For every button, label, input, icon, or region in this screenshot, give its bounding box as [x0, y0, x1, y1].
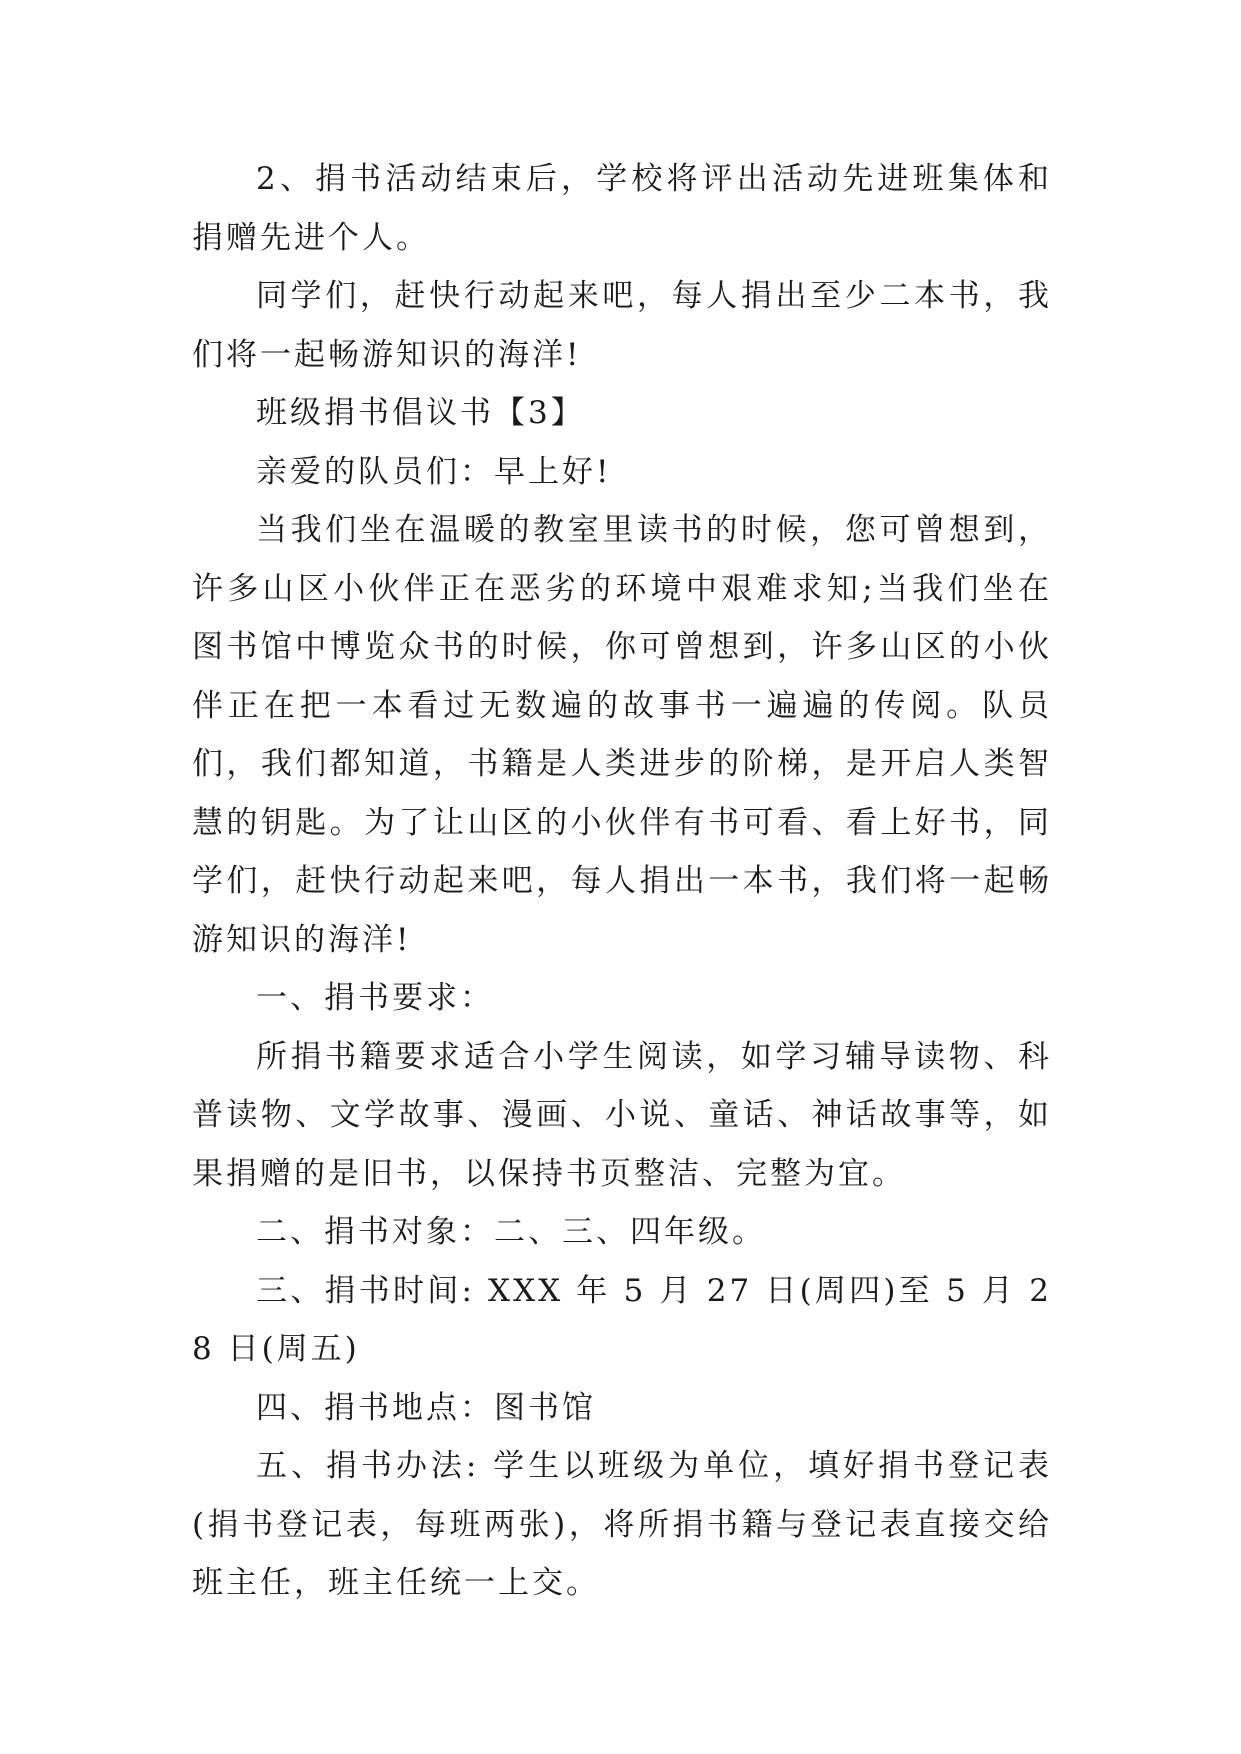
paragraph-time: 三、捐书时间: XXX 年 5 月 27 日(周四)至 5 月 28 日(周五): [192, 1272, 1052, 1367]
paragraph-target: 二、捐书对象：二、三、四年级。: [256, 1214, 766, 1250]
heading-requirements: 一、捐书要求：: [256, 980, 494, 1016]
document-body: [192, 150, 1052, 1613]
paragraph-requirements: 所捐书籍要求适合小学生阅读，如学习辅导读物、科普读物、文学故事、漫画、小说、童话、神话故事等，如果捐赠的是旧书，以保持书页整洁、完整为宜。: [192, 1038, 1052, 1192]
greeting: 亲爱的队员们：早上好!: [256, 453, 612, 490]
paragraph-award-note: 2、捐书活动结束后，学校将评出活动先进班集体和捐赠先进个人。: [192, 161, 1052, 256]
section-title: 班级捐书倡议书【3】: [256, 395, 585, 431]
paragraph-location: 四、捐书地点：图书馆: [256, 1389, 596, 1426]
paragraph-call-to-action: 同学们，赶快行动起来吧，每人捐出至少二本书，我们将一起畅游知识的海洋!: [192, 278, 1052, 373]
paragraph-intro: 当我们坐在温暖的教室里读书的时候，您可曾想到，许多山区小伙伴正在恶劣的环境中艰难求知;当我们坐在图书馆中博览众书的时候，你可曾想到，许多山区的小伙伴正在把一本看过无数遍的故事书一遍遍的传阅。队员们，我们都知道，书籍是人类进步的阶梯，是开启人类智慧的钥匙。为了让山区的小伙伴有书可看、看上好书，同学们，赶快行动起来吧，每人捐出一本书，我们将一起畅游知识的海洋!: [192, 512, 1052, 958]
paragraph-method: 五、捐书办法: 学生以班级为单位，填好捐书登记表(捐书登记表，每班两张)，将所捐书籍与登记表直接交给班主任，班主任统一上交。: [192, 1448, 1052, 1601]
